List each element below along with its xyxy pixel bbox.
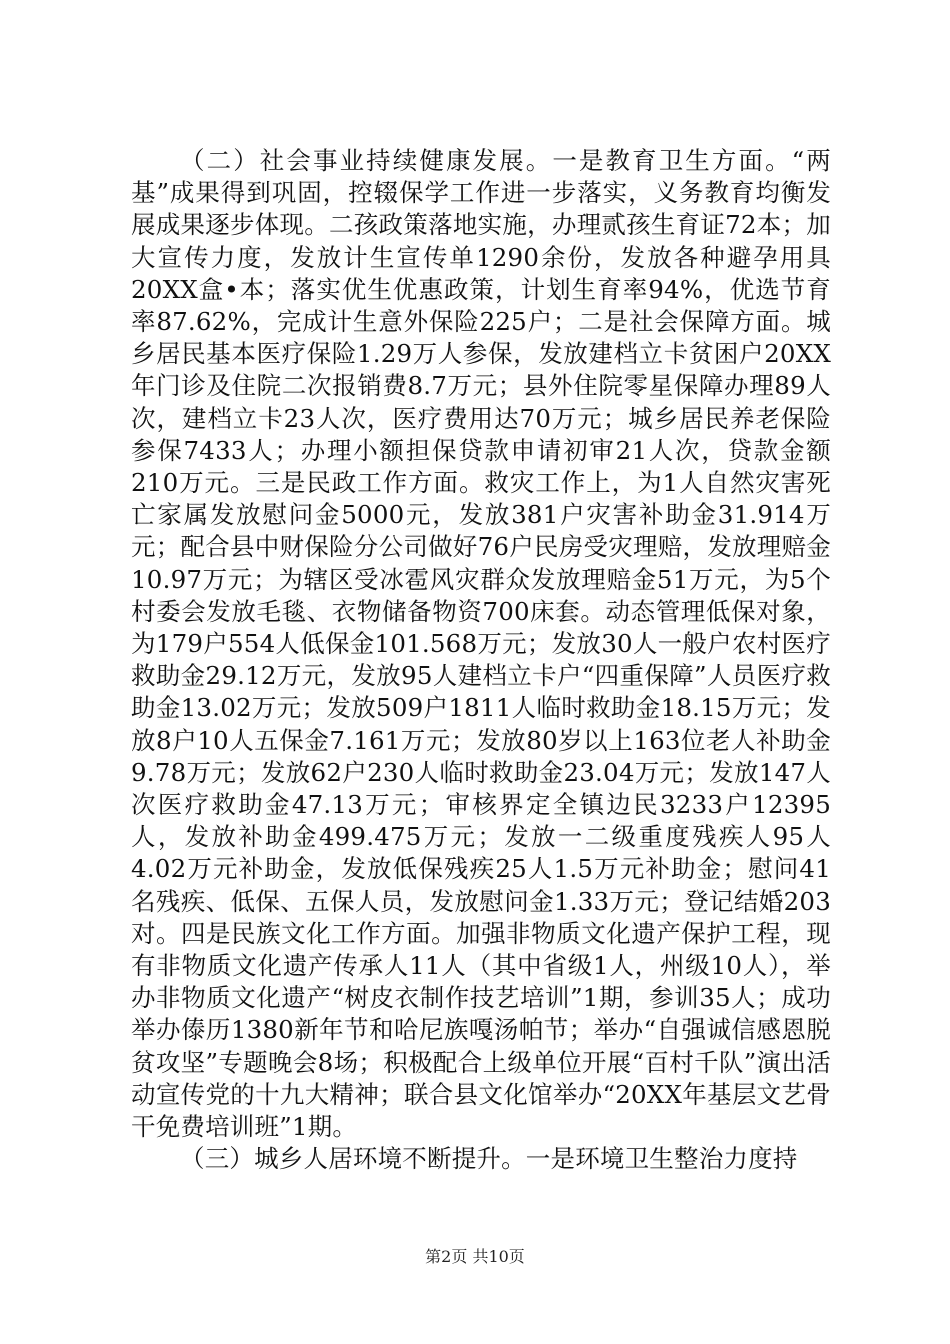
document-body — [131, 145, 831, 1176]
paragraph-living-environment: （三）城乡人居环境不断提升。一是环境卫生整治力度持 — [180, 1144, 798, 1174]
paragraph-social-affairs: （二）社会事业持续健康发展。一是教育卫生方面。“两基”成果得到巩固，控辍保学工作进一步落实，义务教育均衡发展成果逐步体现。二孩政策落地实施，办理贰孩生育证72本；加大宣传力度，发放计生宣传单1290余份，发放各种避孕用具20XX盒•本；落实优生优惠政策，计划生育率94%，优选节育率87.62%，完成计生意外保险225户；二是社会保障方面。城乡居民基本医疗保险1.29万人参保，发放建档立卡贫困户20XX年门诊及住院二次报销费8.7万元；县外住院零星保障办理89人次，建档立卡23人次，医疗费用达70万元；城乡居民养老保险参保7433人；办理小额担保贷款申请初审21人次，贷款金额210万元。三是民政工作方面。救灾工作上，为1人自然灾害死亡家属发放慰问金5000元，发放381户灾害补助金31.914万元；配合县中财保险分公司做好76户民房受灾理赔，发放理赔金10.97万元；为辖区受冰雹风灾群众发放理赔金51万元，为5个村委会发放毛毯、衣物储备物资700床套。动态管理低保对象，为179户554人低保金101.568万元；发放30人一般户农村医疗救助金29.12万元，发放95人建档立卡户“四重保障”人员医疗救助金13.02万元；发放509户1811人临时救助金18.15万元；发放8户10人五保金7.161万元；发放80岁以上163位老人补助金9.78万元；发放62户230人临时救助金23.04万元；发放147人次医疗救助金47.13万元；审核界定全镇边民3233户12395人，发放补助金499.475万元；发放一二级重度残疾人95人4.02万元补助金，发放低保残疾25人1.5万元补助金；慰问41名残疾、低保、五保人员，发放慰问金1.33万元；登记结婚203对。四是民族文化工作方面。加强非物质文化遗产保护工程，现有非物质文化遗产传承人11人（其中省级1人，州级10人），举办非物质文化遗产“树皮衣制作技艺培训”1期，参训35人；成功举办傣历1380新年节和哈尼族嘎汤帕节；举办“自强诚信感恩脱贫攻坚”专题晚会8场；积极配合上级单位开展“百村千队”演出活动宣传党的十九大精神；联合县文化馆举办“20XX年基层文艺骨干免费培训班”1期。 — [131, 146, 831, 1142]
page-number-footer: 第2页 共10页 — [425, 1247, 525, 1266]
